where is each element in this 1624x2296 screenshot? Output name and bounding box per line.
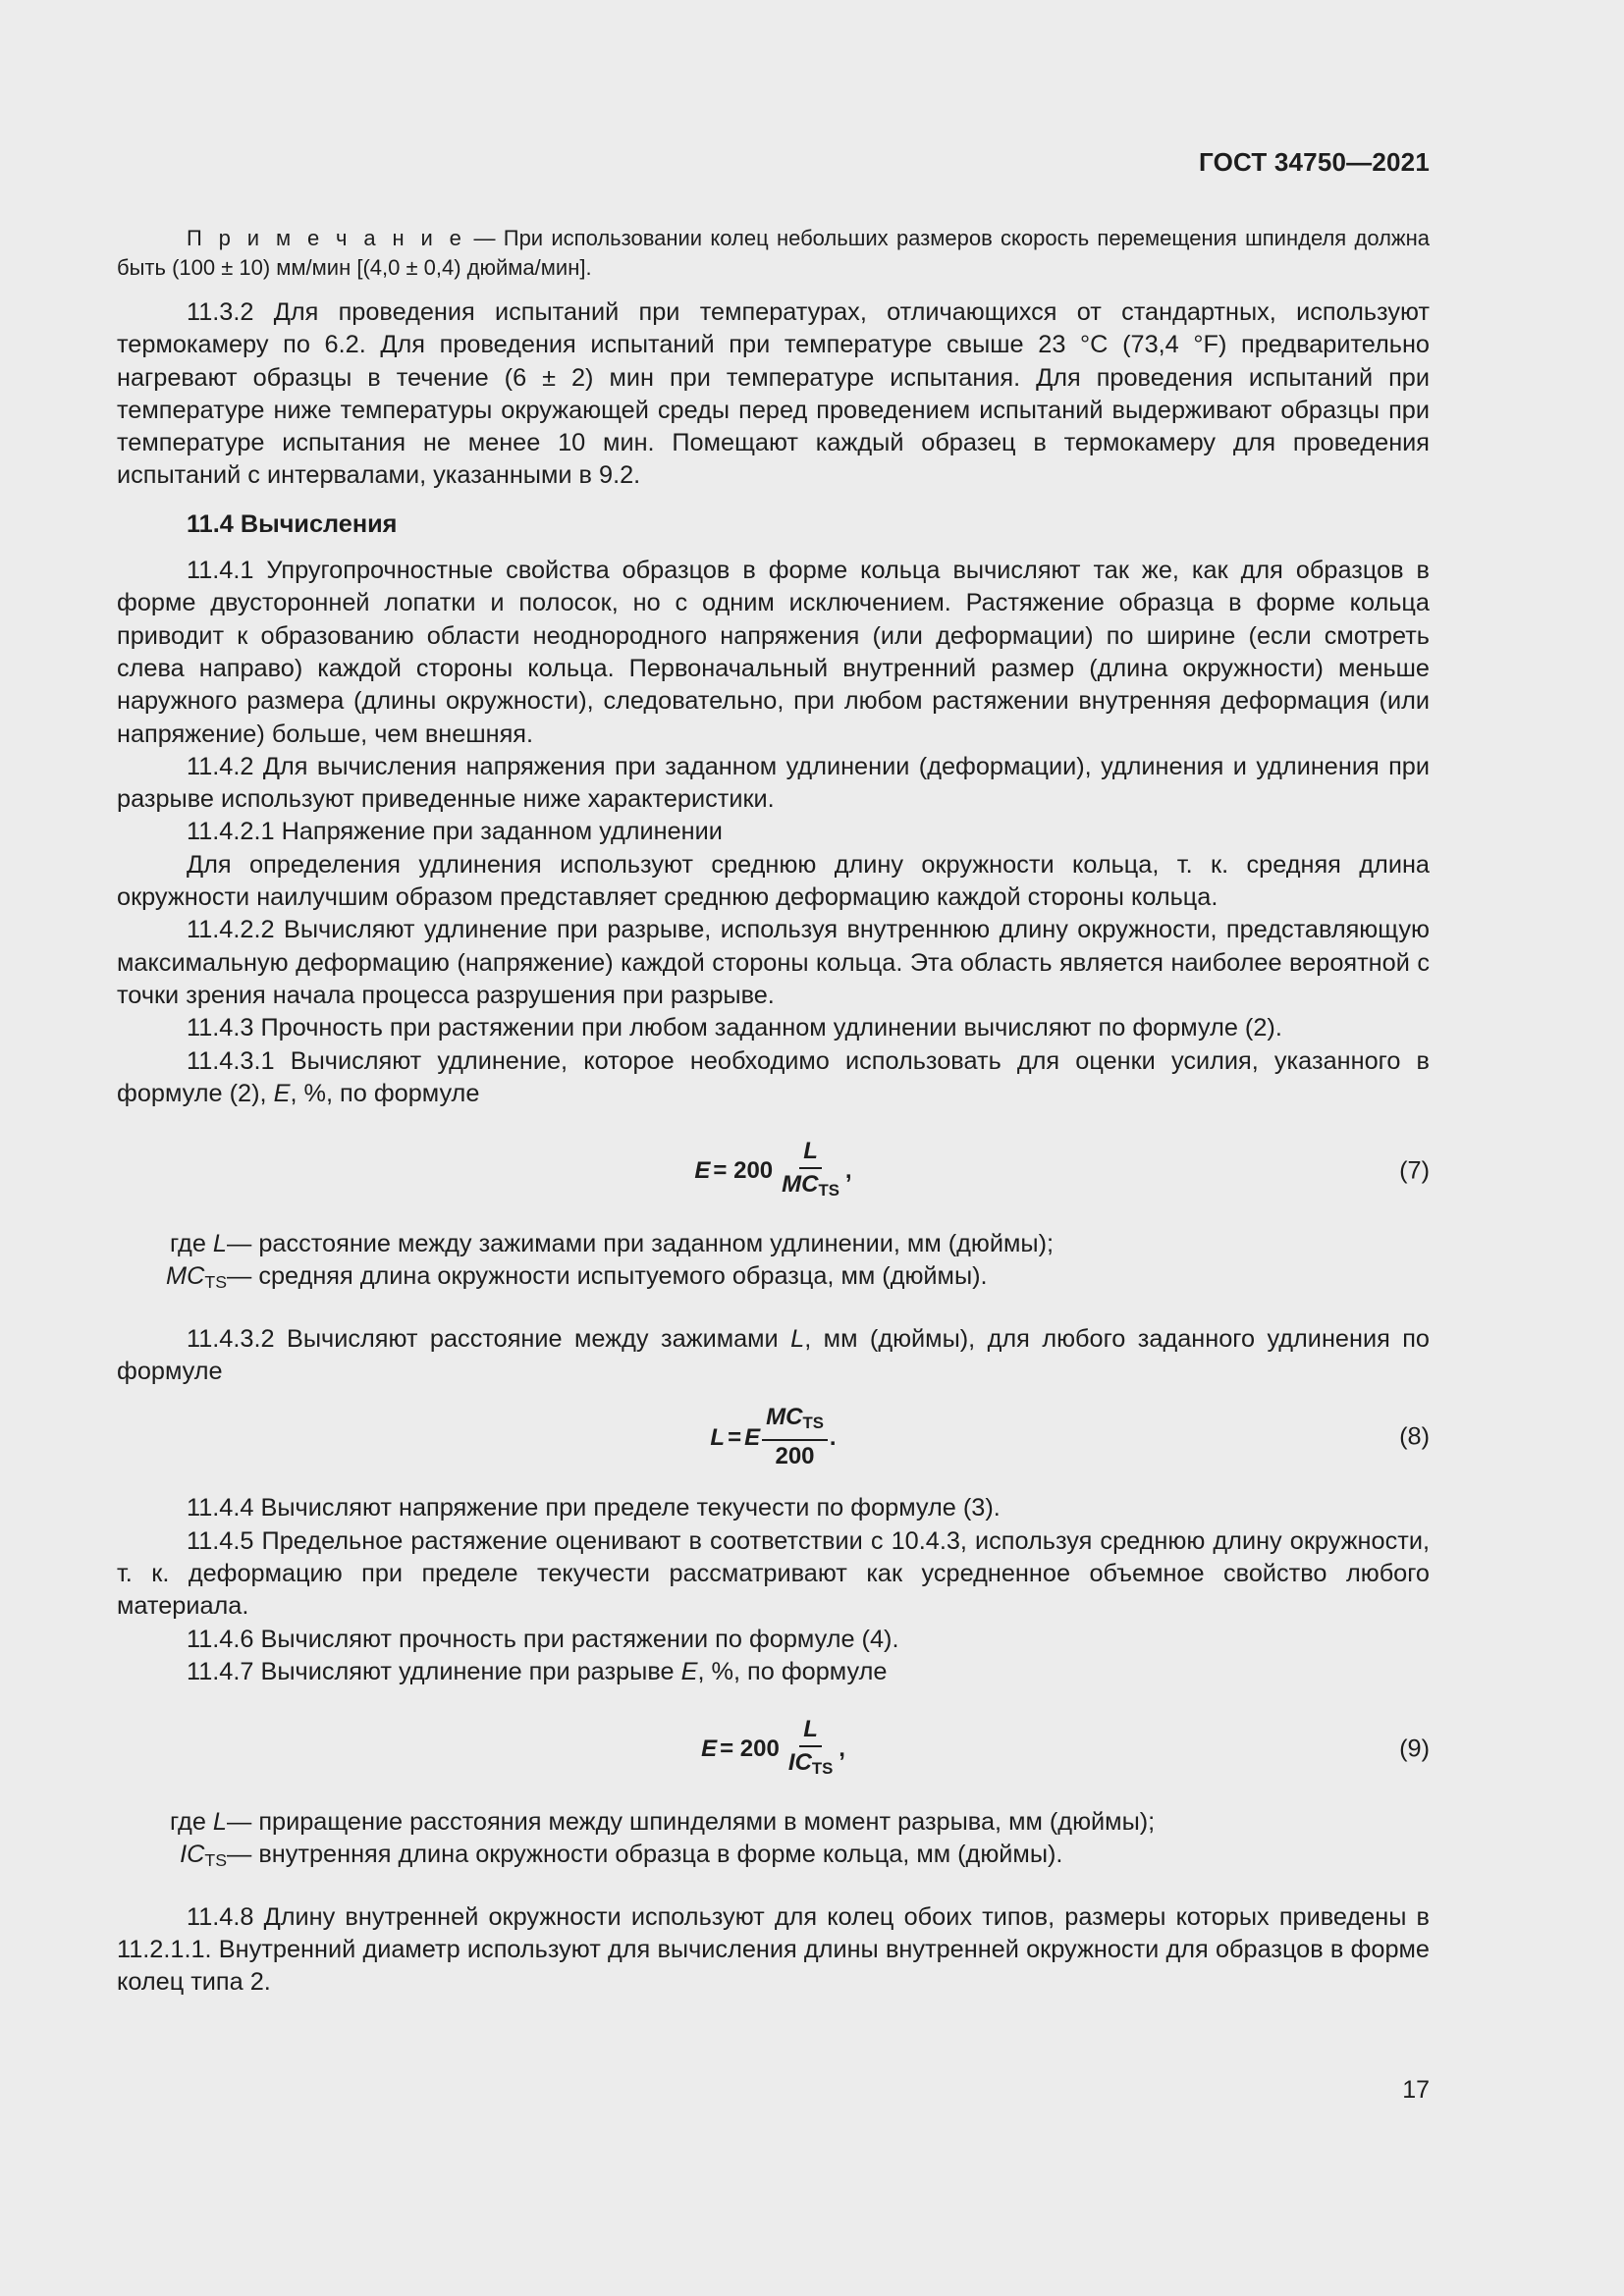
paragraph-11-4-8: 11.4.8 Длину внутренней окружности используют для колец обоих типов, размеры которых приведены в 11.2.1.1. Внутренний диаметр используют для вычисления длины внутренней окружности для образцов в форме колец типа 2. [117, 1902, 1430, 1997]
paragraph-11-4-6: 11.4.6 Вычисляют прочность при растяжении по формуле (4). [187, 1625, 899, 1653]
paragraph-11-4-1: 11.4.1 Упругопрочностные свойства образцов в форме кольца вычисляют так же, как для образцов в форме двусторонней лопатки и полосок, но с одним исключением. Растяжение образца в форме кольца приводит к образованию области неоднородного напряжения (или деформации) по ширине (если смотреть слева направо) каждой стороны кольца. Первоначальный внутренний размер (длина окружности) меньше наружного размера (длины окружности), следовательно, при любом растяжении внутренняя деформация (или напряжение) больше, чем внешняя. [117, 557, 1430, 748]
formula-9: E = 200 $\frac{L}{IC_{TS}}$ , (9) [117, 1702, 1430, 1796]
paragraph-11-4-4: 11.4.4 Вычисляют напряжение при пределе текучести по формуле (3). [187, 1494, 1001, 1522]
paragraph-11-4-3: 11.4.3 Прочность при растяжении при любом заданном удлинении вычисляют по формуле (2). [187, 1014, 1282, 1042]
paragraph-11-4-3-1: 11.4.3.1 Вычисляют удлинение, которое необходимо использовать для оценки усилия, указанного в формуле (2), E, %, по формуле [117, 1046, 1430, 1107]
paragraph-11-4-2-2: 11.4.2.2 Вычисляют удлинение при разрыве, используя внутреннюю длину окружности, представляющую максимальную деформацию (напряжение) каждой стороны кольца. Эта область является наиболее вероятной с точки зрения начала процесса разрушения при разрыве. [117, 916, 1430, 1009]
standard-designation: ГОСТ 34750—2021 [1199, 147, 1430, 177]
formula-8: L = E $\frac{MC_{TS}}{200}$ . (8) [710, 1404, 1430, 1470]
section-heading-11-4: 11.4 Вычисления [187, 509, 398, 538]
where-row: где L — расстояние между зажимами при заданном удлинении, мм (дюймы); [169, 1230, 1055, 1258]
where-row: где L — приращение расстояния между шпинделями в момент разрыва, мм (дюймы); [169, 1808, 1156, 1837]
where-row: $MC_{TS}$ — средняя длина окружности испытуемого образца, мм (дюймы). [166, 1262, 988, 1293]
formula-7-fraction: $\frac{L}{MC_{TS}}$ [782, 1138, 839, 1201]
paragraph-11-4-7: 11.4.7 Вычисляют удлинение при разрыве E, %, по формуле [187, 1657, 888, 1685]
paragraph-11-4-2-1-body: Для определения удлинения используют среднюю длину окружности кольца, т. к. средняя длина окружности наилучшим образом представляет среднюю деформацию каждой стороны кольца. [117, 850, 1430, 912]
where-block-7 [117, 1228, 1430, 1300]
formula-7-number: (7) [1399, 1156, 1430, 1185]
where-row: $IC_{TS}$ — внутренняя длина окружности образца в форме кольца, мм (дюймы). [180, 1841, 1063, 1871]
where-block-9 [117, 1806, 1430, 1878]
page-number: 17 [1402, 2076, 1430, 2104]
formula-9-fraction: $\frac{L}{IC_{TS}}$ [787, 1716, 834, 1779]
note-text: — При использовании колец небольших размеров скорость перемещения шпинделя должна быть (100 ± 10) мм/мин [(4,0 ± 0,4) дюйма/мин]. [117, 226, 1431, 280]
paragraph-11-4-2-1: 11.4.2.1 Напряжение при заданном удлинении [187, 818, 723, 846]
formula-9-number: (9) [1399, 1735, 1430, 1763]
paragraph-11-4-5: 11.4.5 Предельное растяжение оценивают в соответствии с 10.4.3, используя среднюю длину окружности, т. к. деформацию при пределе текучести рассматривают как усредненное объемное свойство любого материала. [117, 1526, 1430, 1621]
paragraph-11-4-3-2: 11.4.3.2 Вычисляют расстояние между зажимами L, мм (дюймы), для любого заданного удлинения по формуле [117, 1324, 1430, 1386]
paragraph-11-4-2: 11.4.2 Для вычисления напряжения при заданном удлинении (деформации), удлинения и удлинения при разрыве используют приведенные ниже характеристики. [117, 752, 1430, 814]
document-body [117, 224, 1430, 2000]
formula-8-number: (8) [1399, 1422, 1430, 1451]
formula-8-fraction: $\frac{MC_{TS}}{200}$ [762, 1404, 828, 1470]
note-paragraph [117, 224, 1430, 283]
formula-7: E = 200 $\frac{L}{MC_{TS}}$ , (7) [117, 1124, 1430, 1218]
note-label: П р и м е ч а н и е [187, 226, 466, 250]
paragraph-11-3-2: 11.3.2 Для проведения испытаний при температурах, отличающихся от стандартных, используют термокамеру по 6.2. Для проведения испытаний при температуре свыше 23 °C (73,4 °F) предварительно нагревают образцы в течение (6 ± 2) мин при температуре испытания. Для проведения испытаний при температуре ниже температуры окружающей среды перед проведением испытаний выдерживают образцы при температуре испытания не менее 10 мин. Помещают каждый образец в термокамеру для проведения испытаний с интервалами, указанными в 9.2. [117, 298, 1430, 490]
